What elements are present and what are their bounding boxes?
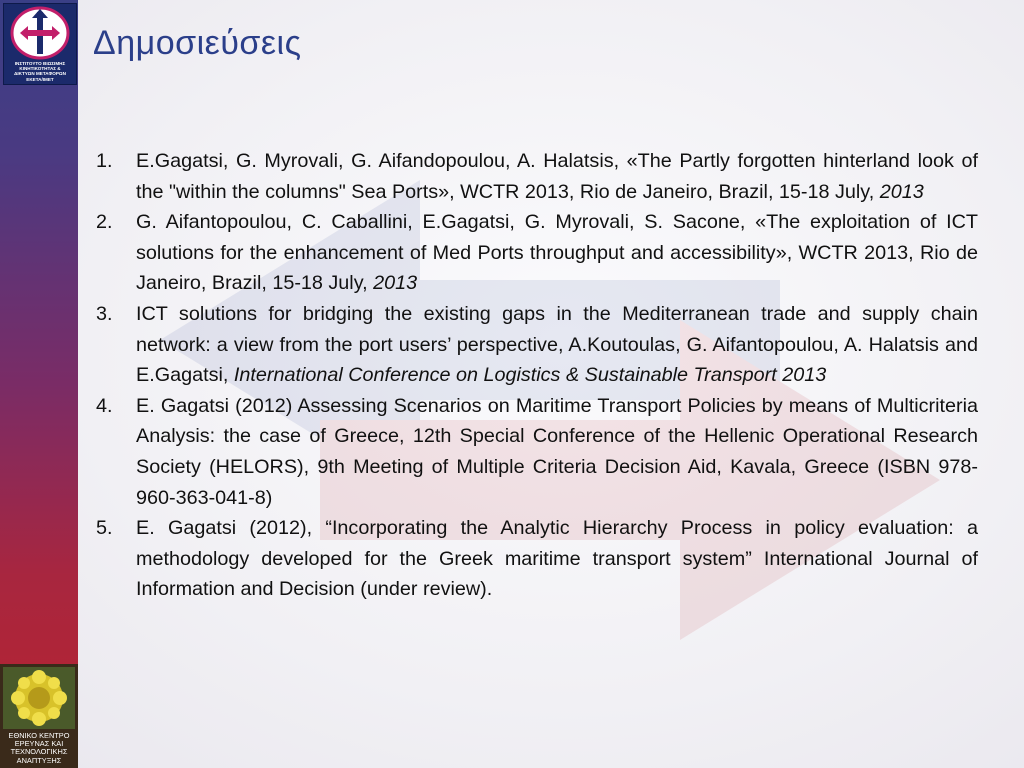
caption-line: ΚΙΝΗΤΙΚΟΤΗΤΑΣ & [19,66,61,72]
item-italic: 2013 [373,272,418,295]
item-italic: 2013 [879,180,924,203]
item-number: 3. [96,302,113,325]
list-item [96,299,978,391]
item-text: ICT solutions for bridging the existing gaps in the Mediterranean trade and supply chain network: a view from the port users’ perspective, A.Koutoulas, G. Aifantopoulou, A. Halatsis and E.Gagatsi, [136,302,978,387]
sunflower-emblem-icon [3,667,75,729]
publication-list [96,146,978,605]
caption-line: ΕΡΕΥΝΑΣ ΚΑΙ [14,739,64,749]
item-number: 4. [96,394,113,417]
list-item [96,391,978,513]
page-title: Δημοσιεύσεις [93,24,302,62]
item-number: 5. [96,517,113,540]
item-text: G. Aifantopoulou, C. Caballini, E.Gagatsi, G. Myrovali, S. Sacone, «The exploitation of ICT solutions for the enhancement of Med Ports throughput and accessibility», WCTR 2013, Rio de Janeiro, Brazil, 15-18 July, [136,211,978,295]
caption-line: ΕΘΝΙΚΟ ΚΕΝΤΡΟ [8,731,70,740]
institute-emblem-icon [10,6,70,60]
institute-logo [3,3,77,85]
item-number: 1. [96,150,113,172]
item-text: E. Gagatsi (2012), “Incorporating the Analytic Hierarchy Process in policy evaluation: a methodology developed for the Greek maritime transport system” International Journal of Information and Decision (under review). [136,517,978,601]
list-item [96,146,978,207]
caption-line: ΙΝΣΤΙΤΟΥΤΟ ΒΙΩΣΙΜΗΣ [14,61,66,66]
item-text: E.Gagatsi, G. Myrovali, G. Aifandopoulou, A. Halatsis, «The Partly forgotten hinterland look of the "within the columns" Sea Ports», WCTR 2013, Rio de Janeiro, Brazil, 15-18 July, [136,150,978,203]
caption-line: ΕΚΕΤΑ/ΙΜΕΤ [26,76,54,82]
research-centre-logo [0,664,78,768]
institute-logo-caption [4,61,76,82]
caption-line: ΔΙΚΤΥΩΝ ΜΕΤΑΦΟΡΩΝ [14,71,66,77]
item-text: E. Gagatsi (2012) Assessing Scenarios on Maritime Transport Policies by means of Multicriteria Analysis: the case of Greece, 12th Special Conference of the Hellenic Operational Research Society (HELORS), 9th Meeting of Multiple Criteria Decision Aid, Kavala, Greece (ISBN 978-960-363-041-8) [136,394,978,509]
research-centre-caption [0,732,78,765]
caption-line: ΑΝΑΠΤΥΞΗΣ [16,755,62,765]
caption-line: ΤΕΧΝΟΛΟΓΙΚΗΣ [10,747,68,757]
item-italic: International Conference on Logistics & Sustainable Transport 2013 [233,364,827,387]
left-sidebar [0,0,78,768]
item-number: 2. [96,211,113,234]
list-item [96,513,978,605]
list-item [96,207,978,299]
